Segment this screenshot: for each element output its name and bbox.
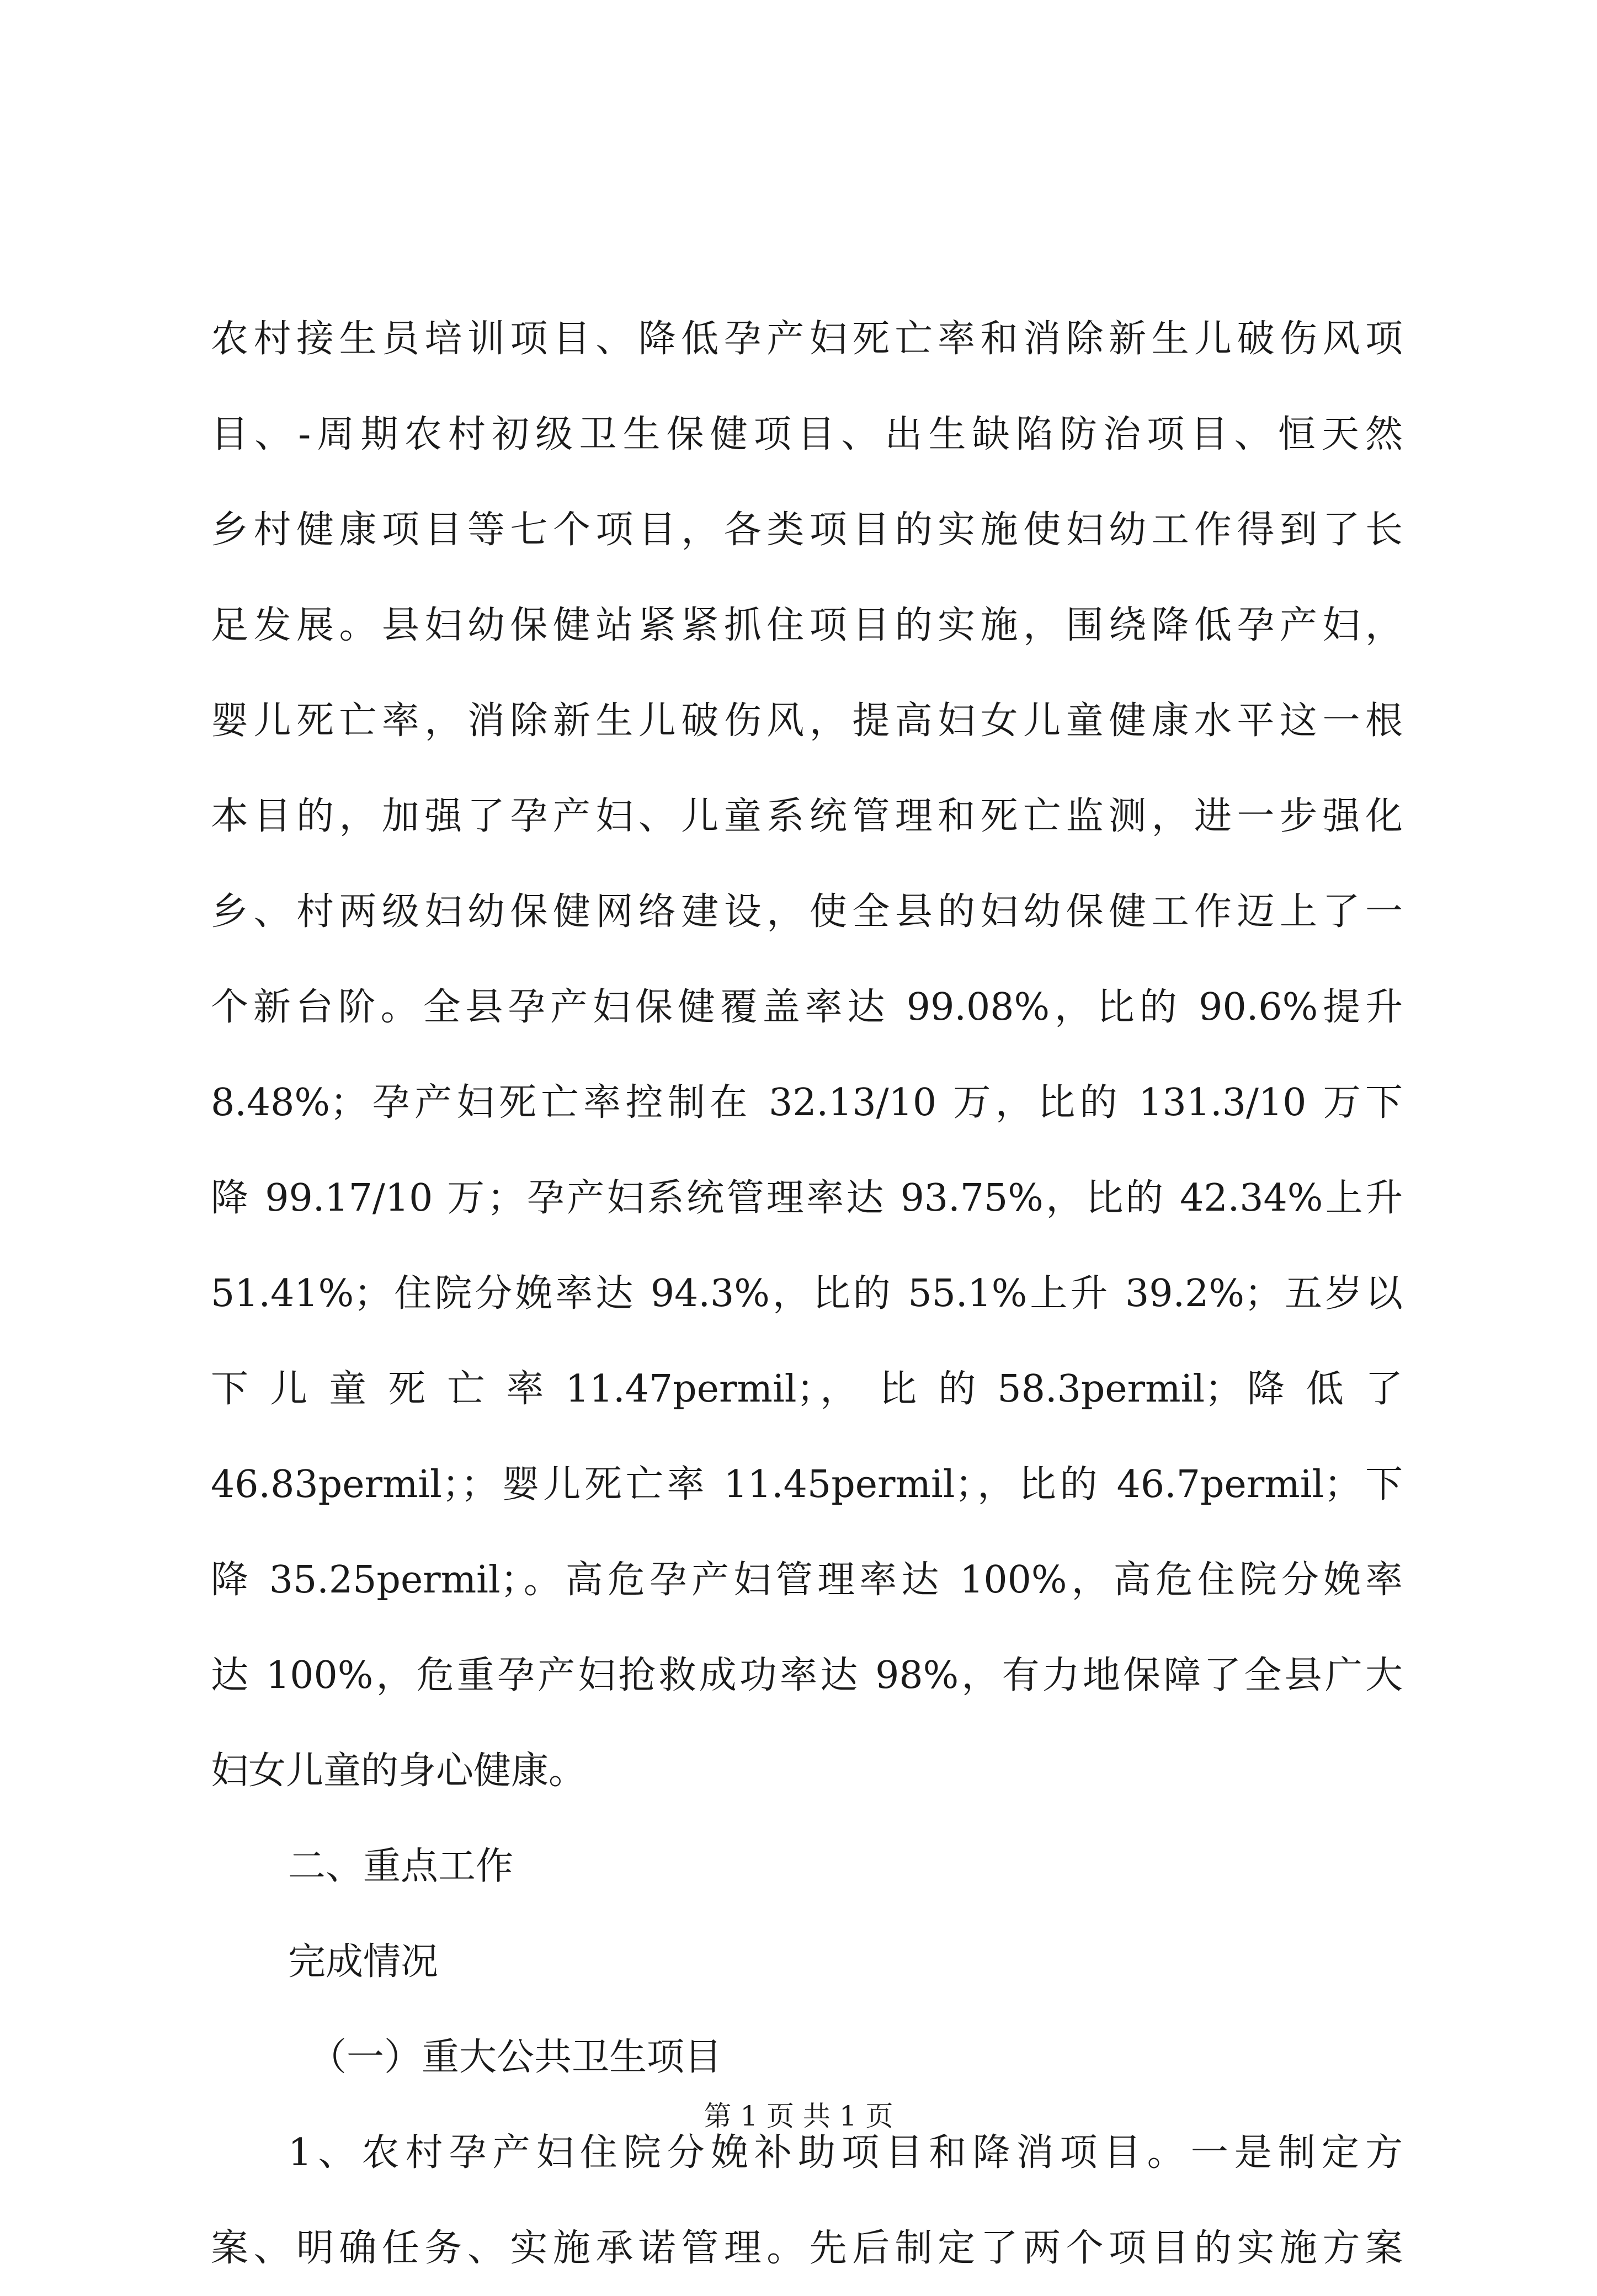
sub-heading: 完成情况 <box>288 1940 439 1984</box>
paragraph-line: 案、明确任务、实施承诺管理。先后制定了两个项目的实施方案 <box>211 2226 1403 2270</box>
paragraph-line: 农村接生员培训项目、降低孕产妇死亡率和消除新生儿破伤风项 <box>211 317 1403 361</box>
paragraph-line: 1、农村孕产妇住院分娩补助项目和降消项目。一是制定方 <box>288 2131 1403 2175</box>
paragraph-line: 降 99.17/10 万；孕产妇系统管理率达 93.75%，比的 42.34%上升 <box>211 1176 1403 1220</box>
paragraph-line: 足发展。县妇幼保健站紧紧抓住项目的实施，围绕降低孕产妇， <box>211 604 1403 647</box>
item-heading: （一）重大公共卫生项目 <box>309 2036 722 2079</box>
page-footer: 第 1 页 共 1 页 <box>704 2100 893 2132</box>
paragraph-line: 乡、村两级妇幼保健网络建设，使全县的妇幼保健工作迈上了一 <box>211 890 1403 934</box>
paragraph-line: 8.48%；孕产妇死亡率控制在 32.13/10 万，比的 131.3/10 万下 <box>211 1081 1403 1125</box>
paragraph-line: 本目的，加强了孕产妇、儿童系统管理和死亡监测，进一步强化 <box>211 795 1403 838</box>
paragraph-line: 乡村健康项目等七个项目，各类项目的实施使妇幼工作得到了长 <box>211 508 1403 552</box>
paragraph-line: 下 儿 童 死 亡 率 11.47permil；， 比 的 58.3permil；降 低 了 <box>211 1367 1403 1411</box>
paragraph-line: 46.83permil；；婴儿死亡率 11.45permil；，比的 46.7permil；下 <box>211 1463 1403 1506</box>
paragraph-line: 51.41%；住院分娩率达 94.3%，比的 55.1%上升 39.2%；五岁以 <box>211 1272 1403 1315</box>
paragraph-line: 目、-周期农村初级卫生保健项目、出生缺陷防治项目、恒天然 <box>211 413 1403 456</box>
section-heading: 二、重点工作 <box>288 1845 514 1888</box>
paragraph-line: 妇女儿童的身心健康。 <box>211 1749 587 1793</box>
paragraph-line: 婴儿死亡率，消除新生儿破伤风，提高妇女儿童健康水平这一根 <box>211 699 1403 743</box>
paragraph-line: 降 35.25permil；。高危孕产妇管理率达 100%，高危住院分娩率 <box>211 1558 1403 1602</box>
document-body <box>211 291 1403 2296</box>
paragraph-line: 个新台阶。全县孕产妇保健覆盖率达 99.08%，比的 90.6%提升 <box>211 985 1403 1029</box>
paragraph-line: 达 100%，危重孕产妇抢救成功率达 98%，有力地保障了全县广大 <box>211 1654 1403 1697</box>
